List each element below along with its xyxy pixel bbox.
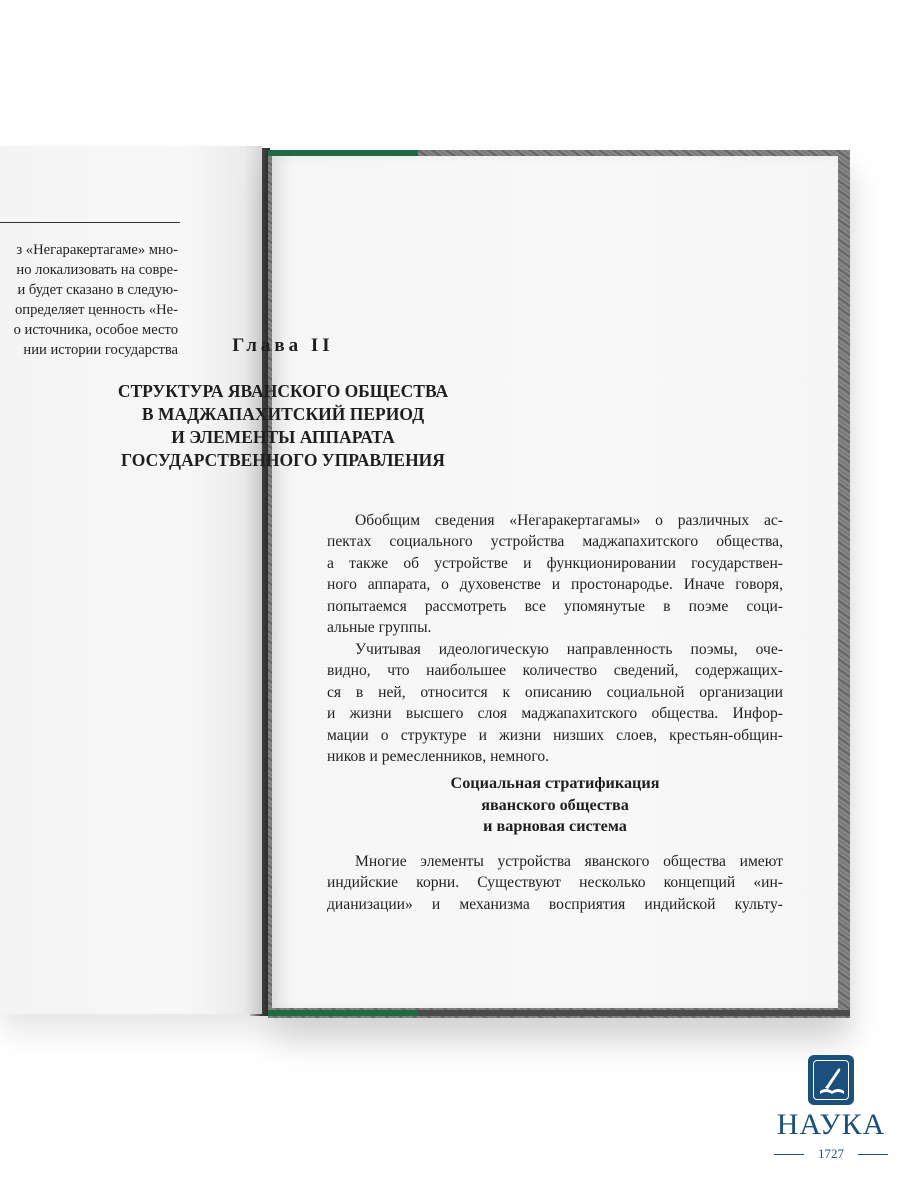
paragraph-line: альные группы. xyxy=(327,618,432,636)
paragraph-line: ного аппарата, о духовенстве и простонародье. Иначе говоря, xyxy=(327,576,783,594)
section-title-line: Социальная стратификация xyxy=(450,774,660,792)
paragraph-line: Учитывая идеологическую направленность поэмы, оче- xyxy=(355,641,783,658)
publisher-year-row xyxy=(772,1146,890,1162)
paragraph-line: ников и ремесленников, немного. xyxy=(327,747,550,765)
section-title-line: яванского общества xyxy=(481,795,629,814)
paragraph-line: мации о структуре и жизни низших слоев, крестьян-общин- xyxy=(327,726,783,744)
paragraph-line: а также об устройстве и функционировании государствен- xyxy=(327,554,783,572)
paragraph-line: видно, что наибольшее количество сведений, содержащих- xyxy=(327,662,783,680)
paragraph-line: и жизни высшего слоя маджапахитского общества. Инфор- xyxy=(327,705,783,723)
paragraph-line: дианизации» и механизма восприятия индийской культу- xyxy=(327,895,783,913)
chapter-title-line: И ЭЛЕМЕНТЫ АППАРАТА xyxy=(171,427,395,447)
publisher-name: НАУКА xyxy=(776,1108,886,1141)
year-divider-right xyxy=(858,1154,888,1155)
paragraph-line: попытаемся рассмотреть все упомянутые в поэме соци- xyxy=(327,597,783,615)
book-quill-icon xyxy=(813,1060,849,1100)
chapter-title-line: ГОСУДАРСТВЕННОГО УПРАВЛЕНИЯ xyxy=(121,450,445,470)
paragraph-line: Многие элементы устройства яванского общества имеют xyxy=(355,853,783,870)
chapter-label: Глава II xyxy=(232,335,334,356)
left-line: о источника, особое место xyxy=(13,322,178,338)
left-line: нии истории государства xyxy=(23,342,178,358)
paragraph-2 xyxy=(327,639,783,767)
left-line: и будет сказано в следую- xyxy=(17,282,178,298)
cover-dark-stripe-bottom xyxy=(418,1010,850,1016)
section-title-line: и варновая система xyxy=(483,817,627,835)
publisher-logo xyxy=(808,1055,854,1105)
left-line: но локализовать на совре- xyxy=(16,262,178,278)
chapter-title-line: В МАДЖАПАХИТСКИЙ ПЕРИОД xyxy=(141,404,425,424)
section-title xyxy=(272,773,838,838)
book-quill-icon-graphic xyxy=(814,1061,850,1101)
paragraph-1 xyxy=(327,510,783,638)
chapter-title xyxy=(0,380,566,472)
chapter-title-line: СТРУКТУРА ЯВАНСКОГО ОБЩЕСТВА xyxy=(117,381,449,401)
paragraph-line: пектах социального устройства маджапахитского общества, xyxy=(327,533,783,551)
paragraph-line: ся в ней, относится к описанию социальной организации xyxy=(327,683,783,701)
left-line: з «Негаракертагаме» мно- xyxy=(16,242,178,258)
left-page-rule xyxy=(0,222,180,223)
paragraph-3 xyxy=(327,851,783,915)
paragraph-line: индийские корни. Существуют несколько концепций «ин- xyxy=(327,874,783,892)
cover-green-stripe-bottom xyxy=(268,1010,418,1016)
left-line: определяет ценность «Не- xyxy=(15,302,178,318)
paragraph-line: Обобщим сведения «Негаракертагамы» о различных ас- xyxy=(355,512,783,529)
publisher-year: 1727 xyxy=(818,1146,844,1161)
